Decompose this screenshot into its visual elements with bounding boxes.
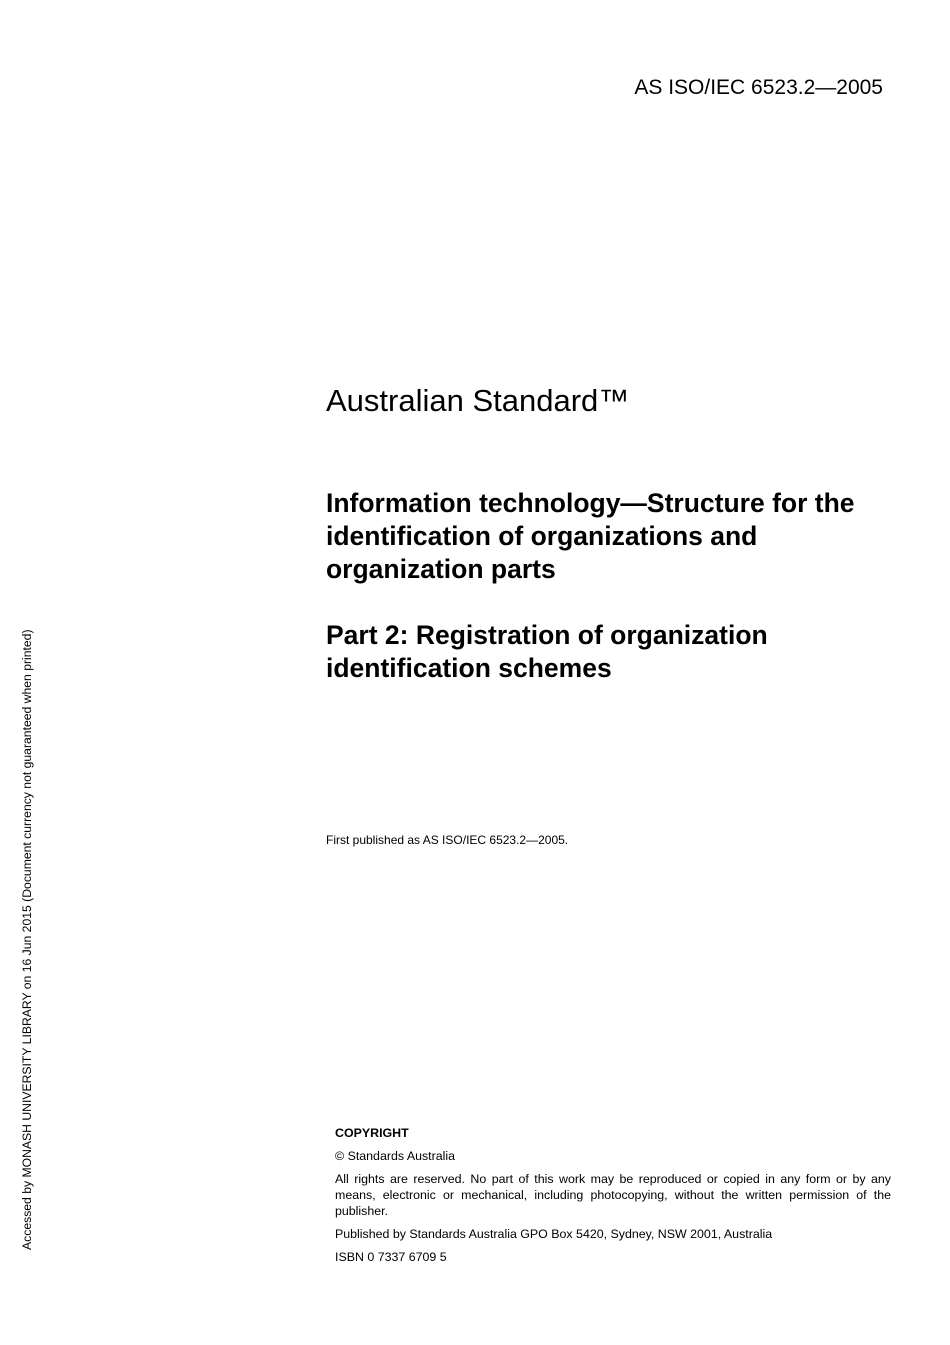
copyright-block bbox=[335, 1125, 891, 1272]
first-published-note: First published as AS ISO/IEC 6523.2—2005. bbox=[326, 833, 569, 847]
isbn: ISBN 0 7337 6709 5 bbox=[335, 1250, 447, 1264]
document-subtitle: Part 2: Registration of organization identification schemes bbox=[326, 620, 768, 683]
access-watermark: Accessed by MONASH UNIVERSITY LIBRARY on 16 Jun 2015 (Document currency not guaranteed when printed) bbox=[20, 629, 34, 1250]
publisher-address: Published by Standards Australia GPO Box 5420, Sydney, NSW 2001, Australia bbox=[335, 1227, 773, 1241]
copyright-holder: © Standards Australia bbox=[335, 1149, 456, 1163]
standard-brand: Australian Standard™ bbox=[326, 383, 630, 418]
copyright-rights: All rights are reserved. No part of this work may be reproduced or copied in any form or by any means, electronic or mechanical, including photocopying, without the written permission of the publisher. bbox=[335, 1172, 891, 1218]
document-title: Information technology—Structure for the identification of organizations and organization parts bbox=[326, 488, 855, 584]
copyright-heading: COPYRIGHT bbox=[335, 1126, 409, 1140]
document-number: AS ISO/IEC 6523.2—2005 bbox=[634, 76, 883, 99]
